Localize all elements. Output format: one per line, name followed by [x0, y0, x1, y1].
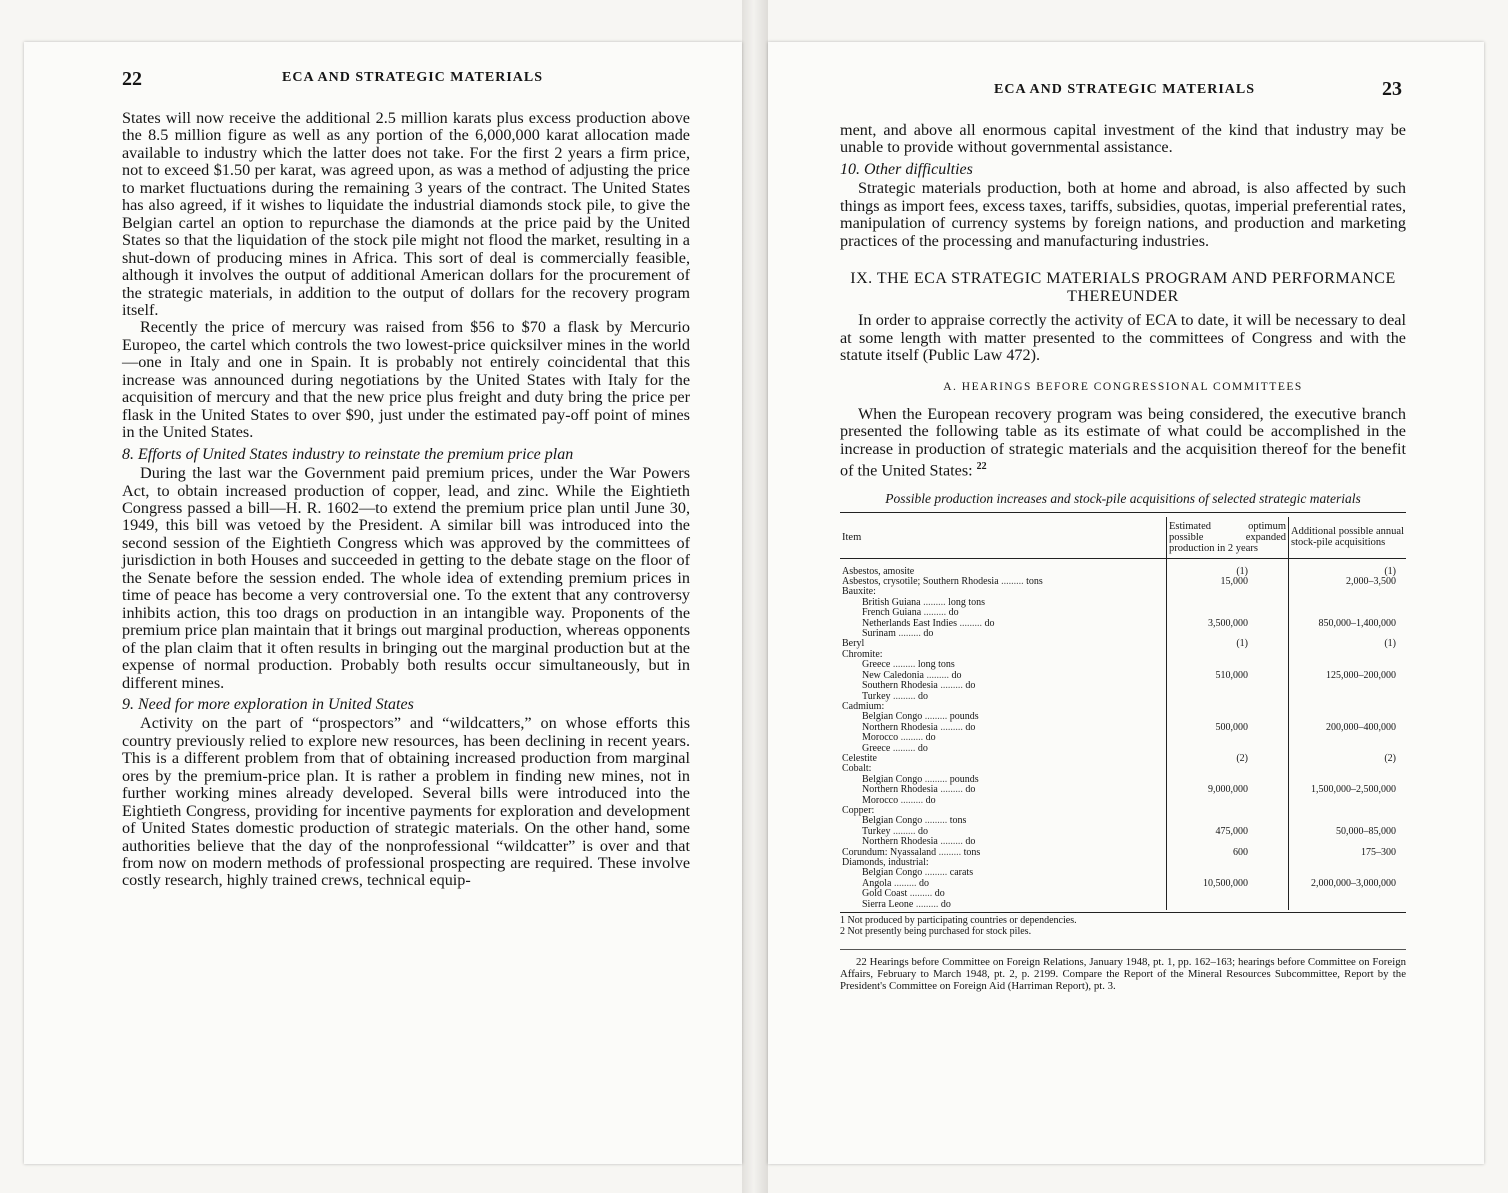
item-name: Northern Rhodesia: [862, 836, 938, 848]
item-name: Southern Rhodesia: [862, 680, 938, 692]
cell-item: Angola ......... do: [840, 879, 1167, 889]
cell-acquisitions: (2): [1384, 752, 1396, 764]
cell-item: Belgian Congo ......... carats: [840, 868, 1167, 878]
item-name: French Guiana: [862, 607, 922, 619]
book-gutter: [742, 0, 768, 1193]
paragraph-premium-price-plan: During the last war the Government paid premium prices, under the War Powers Act, to obtain increased production of copper, lead, and zinc. While the Eightieth Congress passed a bill—H. R. 1602—to extend the premium price plan until June 30, 1949, this bill was vetoed by the President. A similar bill was introduced into the second session of the Eightieth Congress which was approved by the committees of jurisdiction in both Houses and succeeded in getting to the debate stage on the floor of the Senate before the session ended. The whole idea of extending premium prices in time of peace has become a very controversial one. To the extent that any controversy inhibits action, this too drags on production in an intangible way. Proponents of the premium price plan maintain that it brings out marginal production, whereas opponents of the plan claim that it often results in bringing out the marginal production but at the expense of normal production. Probably both results occur simultaneously, but in different mines.: [122, 464, 690, 692]
cell-acquisitions: [1289, 598, 1407, 608]
item-name: Cobalt:: [842, 763, 872, 775]
cell-item: Asbestos, crysotile; Southern Rhodesia ......... tons: [840, 577, 1167, 587]
cell-acquisitions: [1289, 858, 1407, 868]
paragraph-continued: ment, and above all enormous capital investment of the kind that industry may be unable to provide without governmental assistance.: [840, 121, 1406, 157]
cell-production: [1167, 806, 1289, 816]
item-unit: tons: [963, 846, 981, 858]
running-head: ECA AND STRATEGIC MATERIALS: [994, 82, 1256, 97]
subsection-heading-a: A. HEARINGS BEFORE CONGRESSIONAL COMMITTEES: [943, 380, 1303, 393]
item-name: Morocco: [862, 732, 899, 744]
cell-acquisitions: 125,000–200,000: [1326, 669, 1396, 681]
paragraph-exploration: Activity on the part of “prospectors” and “wildcatters,” on whose efforts this country previously relied to explore new resources, has been declining in recent years. This is a different problem from that of obtaining increased production from marginal ores by the premium-price plan. It is rather a problem in finding new mines, not in further working mines already developed. Several bills were introduced into the Eightieth Congress, providing for incentive payments for exploration and development of United States domestic production of strategic materials. On the other hand, some authorities believe that the day of the nonprofessional “wildcatter” is over and that from now on modern methods of professional prospecting are required. These involve costly research, highly trained crews, technical equip-: [122, 714, 690, 890]
column-header-acquisitions: Additional possible annual stock-pile acquisitions: [1289, 517, 1407, 559]
cell-production: [1167, 744, 1289, 754]
table-row: [840, 577, 1406, 587]
item-name: British Guiana: [862, 596, 921, 608]
cell-production: (1): [1167, 639, 1289, 649]
section-heading-ix: IX. THE ECA STRATEGIC MATERIALS PROGRAM AND PERFORMANCE THEREUNDER: [850, 270, 1396, 306]
cell-production: [1167, 764, 1289, 774]
paragraph-diamonds: States will now receive the additional 2.5 million karats plus excess production above the 8.5 million figure as well as any portion of the 6,000,000 karat allocation made available to industry which the latter does not take. For the first 2 years a firm price, not to exceed $1.50 per karat, was agreed upon, as was a method of adjusting the price to market fluctuations during the remaining 3 years of the contract. The United States has also agreed, if it wishes to liquidate the industrial diamonds stock pile, to give the Belgian cartel an option to repurchase the diamonds at the price paid by the United States so that the liquidation of the stock pile might not flood the market, resulting in a shut-down of producing mines in Africa. This sort of deal is commercially feasible, although it involves the output of additional American dollars for the procurement of the strategic materials, in addition to the output of dollars for the recovery program itself.: [122, 109, 690, 319]
item-name: Corundum: Nyassaland: [842, 846, 937, 858]
cell-production: [1167, 837, 1289, 847]
cell-production: [1167, 692, 1289, 702]
item-unit: long tons: [948, 596, 986, 608]
cell-acquisitions: [1289, 681, 1407, 691]
running-head: ECA AND STRATEGIC MATERIALS: [282, 70, 544, 85]
cell-item: Southern Rhodesia ......... do: [840, 681, 1167, 691]
cell-item: Belgian Congo ......... pounds: [840, 712, 1167, 722]
cell-production: [1167, 598, 1289, 608]
cell-acquisitions: [1289, 889, 1407, 899]
item-name: Belgian Congo: [862, 711, 923, 723]
cell-acquisitions: 175–300: [1361, 846, 1396, 858]
table-spacer: [840, 558, 1406, 567]
item-name: Cadmium:: [842, 700, 885, 712]
table-note: 1 Not produced by participating countries or dependencies.: [840, 915, 1077, 927]
cell-production: [1167, 702, 1289, 712]
page-number: 23: [1382, 78, 1402, 100]
footnote-reference: 22: [976, 461, 987, 473]
cell-item: Turkey ......... do: [840, 827, 1167, 837]
table-row: [840, 692, 1406, 702]
cell-acquisitions: [1289, 587, 1407, 597]
item-name: Sierra Leone: [862, 898, 914, 910]
table-row: [840, 754, 1406, 764]
cell-item: Greece ......... do: [840, 744, 1167, 754]
heading-exploration: 9. Need for more exploration in United States: [122, 695, 414, 713]
cell-item: Greece ......... long tons: [840, 660, 1167, 670]
item-name: Beryl: [842, 638, 865, 650]
cell-item: Surinam ......... do: [840, 629, 1167, 639]
cell-production: [1167, 889, 1289, 899]
item-unit: pounds: [949, 773, 979, 785]
cell-item: Gold Coast ......... do: [840, 889, 1167, 899]
cell-item: New Caledonia ......... do: [840, 671, 1167, 681]
column-header-production: Estimated optimum possible expanded production in 2 years: [1167, 517, 1289, 559]
cell-item: [840, 639, 1167, 649]
footnote-22: 22 Hearings before Committee on Foreign Relations, January 1948, pt. 1, pp. 162–163; hearings before Committee on Foreign Affairs, February to March 1948, pt. 2, p. 2199. Compare the Report of the Mineral Resources Subcommittee, Report by the President's Committee on Foreign Aid (Harriman Report), pt. 3.: [840, 949, 1406, 992]
table-row: [840, 900, 1406, 910]
table-caption: Possible production increases and stock-pile acquisitions of selected strategic materials: [840, 490, 1406, 512]
item-name: Belgian Congo: [862, 867, 923, 879]
item-unit: do: [984, 617, 995, 629]
table-row: [840, 744, 1406, 754]
item-name: Northern Rhodesia: [862, 784, 938, 796]
item-name: Morocco: [862, 794, 899, 806]
item-name: Belgian Congo: [862, 815, 923, 827]
heading-other-difficulties: 10. Other difficulties: [840, 160, 973, 178]
item-name: Chromite:: [842, 648, 883, 660]
cell-item: Belgian Congo ......... tons: [840, 816, 1167, 826]
item-name: Angola: [862, 877, 892, 889]
cell-acquisitions: 850,000–1,400,000: [1318, 617, 1396, 629]
left-page: [24, 42, 742, 1164]
item-name: Turkey: [862, 825, 891, 837]
item-name: Bauxite:: [842, 586, 876, 598]
right-text-column: [840, 122, 1406, 992]
heading-premium-price-plan: 8. Efforts of United States industry to reinstate the premium price plan: [122, 445, 574, 463]
cell-production: 15,000: [1167, 577, 1289, 587]
left-text-column: [122, 110, 690, 890]
cell-production: [1167, 858, 1289, 868]
item-unit: carats: [949, 867, 974, 879]
cell-item: Morocco ......... do: [840, 733, 1167, 743]
item-name: New Caledonia: [862, 669, 924, 681]
cell-production: [1167, 796, 1289, 806]
item-name: Turkey: [862, 690, 891, 702]
item-name: Surinam: [862, 628, 896, 640]
cell-item: Morocco ......... do: [840, 796, 1167, 806]
paragraph-hearings: When the European recovery program was being considered, the executive branch presented the following table as its estimate of what could be accomplished in the increase in production of strategic materials and the acquisition thereof for the benefit of the United States: $^{22}$: [840, 404, 1406, 480]
materials-table: [840, 517, 1406, 910]
item-name: Netherlands East Indies: [862, 617, 957, 629]
cell-item: Turkey ......... do: [840, 692, 1167, 702]
item-unit: do: [918, 690, 929, 702]
item-unit: pounds: [949, 711, 979, 723]
cell-production: [1167, 629, 1289, 639]
cell-acquisitions: 1,500,000–2,500,000: [1311, 784, 1396, 796]
item-name: Copper:: [842, 804, 875, 816]
cell-item: Corundum: Nyassaland ......... tons: [840, 848, 1167, 858]
page-number: 22: [122, 68, 142, 90]
cell-acquisitions: [1289, 692, 1407, 702]
cell-item: British Guiana ......... long tons: [840, 598, 1167, 608]
cell-production: 500,000: [1167, 723, 1289, 733]
item-unit: tons: [949, 815, 967, 827]
paragraph-mercury: Recently the price of mercury was raised from $56 to $70 a flask by Mercurio Europeo, the cartel which controls the two lowest-price quicksilver mines in the world—one in Italy and one in Spain. It is probably not entirely coincidental that this increase was announced during negotiations by the United States with Italy for the acquisition of mercury and that the new price plus freight and duty bring the price per flask in the United States to over $90, just under the estimated pay-off point of mines in the United States.: [122, 318, 690, 442]
item-unit: do: [917, 742, 928, 754]
cell-item: Sierra Leone ......... do: [840, 900, 1167, 910]
item-unit: do: [940, 898, 951, 910]
cell-item: Belgian Congo ......... pounds: [840, 775, 1167, 785]
table-row: [840, 629, 1406, 639]
item-unit: do: [965, 721, 976, 733]
item-name: Diamonds, industrial:: [842, 857, 929, 869]
cell-item: Northern Rhodesia ......... do: [840, 785, 1167, 795]
cell-production: [1167, 900, 1289, 910]
item-unit: do: [965, 680, 976, 692]
cell-production: 10,500,000: [1167, 879, 1289, 889]
table-notes: [840, 912, 1406, 937]
item-name: Asbestos, amosite: [842, 565, 915, 577]
cell-acquisitions: (1): [1384, 638, 1396, 650]
cell-acquisitions: [1289, 900, 1407, 910]
table-row: [840, 796, 1406, 806]
item-unit: do: [965, 784, 976, 796]
cell-production: [1167, 681, 1289, 691]
column-header-item: Item: [840, 517, 1167, 559]
cell-acquisitions: 2,000,000–3,000,000: [1311, 877, 1396, 889]
item-name: Celestite: [842, 752, 877, 764]
cell-production: 510,000: [1167, 671, 1289, 681]
cell-acquisitions: [1289, 796, 1407, 806]
item-unit: do: [965, 836, 976, 848]
cell-production: (2): [1167, 754, 1289, 764]
item-unit: do: [948, 607, 959, 619]
item-name: Belgian Congo: [862, 773, 923, 785]
item-unit: do: [918, 825, 929, 837]
item-name: Northern Rhodesia: [862, 721, 938, 733]
table-body: [840, 558, 1406, 910]
cell-acquisitions: 200,000–400,000: [1326, 721, 1396, 733]
table-header-row: [840, 517, 1406, 559]
item-unit: tons: [1026, 576, 1043, 588]
cell-acquisitions: [1289, 702, 1407, 712]
cell-production: [1167, 587, 1289, 597]
paragraph-other-difficulties: Strategic materials production, both at home and abroad, is also affected by such things as import fees, excess taxes, tariffs, subsidies, quotas, imperial preferential rates, manipulation of currency systems by foreign nations, and production and marketing practices of the processing and manufacturing industries.: [840, 179, 1406, 250]
item-unit: long tons: [917, 659, 955, 671]
cell-production: 475,000: [1167, 827, 1289, 837]
item-unit: do: [925, 732, 936, 744]
cell-production: [1167, 650, 1289, 660]
cell-acquisitions: 50,000–85,000: [1336, 825, 1396, 837]
cell-production: 9,000,000: [1167, 785, 1289, 795]
cell-acquisitions: [1289, 733, 1407, 743]
paragraph-section-ix: In order to appraise correctly the activity of ECA to date, it will be necessary to deal at some length with matter presented to the committees of Congress and with the statute itself (Public Law 472).: [840, 311, 1406, 365]
right-page: [768, 42, 1484, 1164]
cell-acquisitions: [1289, 650, 1407, 660]
cell-item: [840, 754, 1167, 764]
cell-item: Northern Rhodesia ......... do: [840, 723, 1167, 733]
item-unit: do: [951, 669, 962, 681]
item-name: Gold Coast: [862, 888, 908, 900]
table-note: 2 Not presently being purchased for stock piles.: [840, 926, 1032, 938]
cell-acquisitions: [1289, 764, 1407, 774]
item-unit: do: [923, 628, 934, 640]
cell-acquisitions: 2,000–3,500: [1346, 576, 1396, 588]
cell-production: 600: [1167, 848, 1289, 858]
cell-item: Northern Rhodesia ......... do: [840, 837, 1167, 847]
item-name: Asbestos, crysotile; Southern Rhodesia: [842, 576, 999, 588]
cell-item: Netherlands East Indies ......... do: [840, 619, 1167, 629]
cell-production: [1167, 733, 1289, 743]
item-name: Greece: [862, 659, 891, 671]
item-unit: do: [934, 888, 945, 900]
cell-item: French Guiana ......... do: [840, 608, 1167, 618]
cell-acquisitions: [1289, 806, 1407, 816]
item-name: Greece: [862, 742, 891, 754]
cell-acquisitions: (1): [1384, 565, 1396, 577]
item-unit: do: [925, 794, 936, 806]
cell-production: 3,500,000: [1167, 619, 1289, 629]
item-unit: do: [918, 877, 929, 889]
table-row: [840, 639, 1406, 649]
cell-production: (1): [1167, 567, 1289, 577]
